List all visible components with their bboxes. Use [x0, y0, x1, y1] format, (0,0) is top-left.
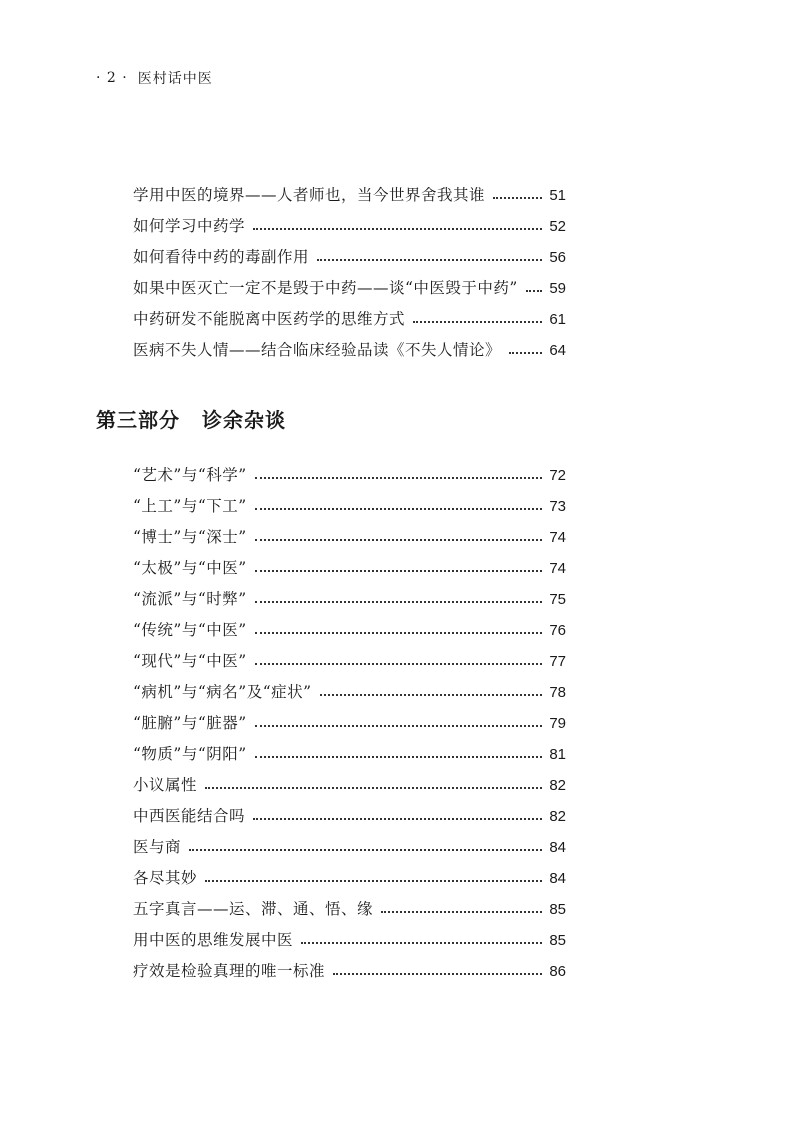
toc-entry[interactable]: [133, 203, 566, 234]
dot-leader: [526, 290, 542, 292]
toc-entry-title: 中药研发不能脱离中医药学的思维方式: [133, 309, 406, 328]
dot-leader: [255, 756, 542, 758]
dot-leader: [255, 601, 542, 603]
dot-leader: [381, 911, 542, 913]
section-part-label: 第三部分: [96, 408, 180, 432]
toc-entry[interactable]: [133, 638, 566, 669]
toc-entry-page: 72: [549, 467, 566, 484]
dot-leader: [301, 942, 542, 944]
toc-entry-title: 如何看待中药的毒副作用: [133, 247, 310, 266]
toc-entry-page: 61: [549, 311, 566, 328]
toc-entry[interactable]: [133, 545, 566, 576]
toc-entry-page: 76: [549, 622, 566, 639]
toc-entry[interactable]: [133, 948, 566, 979]
toc-entry[interactable]: [133, 327, 566, 358]
toc-entry-page: 85: [549, 901, 566, 918]
toc-entry-title: “传统”与“中医”: [133, 620, 247, 639]
toc-entry-title: 医与商: [133, 837, 182, 856]
dot-leader: [205, 880, 542, 882]
toc-entry-page: 75: [549, 591, 566, 608]
dot-leader: [333, 973, 542, 975]
toc-entry-title: “现代”与“中医”: [133, 651, 247, 670]
toc-entry[interactable]: [133, 731, 566, 762]
dot-leader: [317, 259, 542, 261]
toc-entry[interactable]: [133, 452, 566, 483]
toc-entry[interactable]: [133, 917, 566, 948]
toc-entry[interactable]: [133, 824, 566, 855]
toc-entry-page: 81: [549, 746, 566, 763]
section-heading[interactable]: [96, 404, 286, 433]
toc-entry-title: “太极”与“中医”: [133, 558, 247, 577]
toc-entry[interactable]: [133, 700, 566, 731]
toc-entry-title: 小议属性: [133, 775, 198, 794]
dot-leader: [253, 228, 542, 230]
toc-entry-page: 74: [549, 560, 566, 577]
toc-entry[interactable]: [133, 607, 566, 638]
dot-leader: [255, 508, 542, 510]
dot-leader: [189, 849, 542, 851]
dot-leader: [255, 725, 542, 727]
toc-entry[interactable]: [133, 265, 566, 296]
toc-entry-page: 59: [549, 280, 566, 297]
toc-entry-title: “博士”与“深士”: [133, 527, 247, 546]
toc-entry-page: 84: [549, 870, 566, 887]
toc-entry-title: “艺术”与“科学”: [133, 465, 247, 484]
toc-entry[interactable]: [133, 793, 566, 824]
dot-leader: [255, 477, 542, 479]
toc-entry-page: 84: [549, 839, 566, 856]
toc-entry-title: “病机”与“病名”及“症状”: [133, 682, 312, 701]
toc-entry-page: 82: [549, 777, 566, 794]
toc-entry-page: 73: [549, 498, 566, 515]
toc-entry-page: 79: [549, 715, 566, 732]
toc-entry-title: “物质”与“阴阳”: [133, 744, 247, 763]
toc-entry[interactable]: [133, 514, 566, 545]
dot-leader: [413, 321, 542, 323]
toc-entry-title: 中西医能结合吗: [133, 806, 246, 825]
toc-entry-page: 64: [549, 342, 566, 359]
toc-entry-title: 如何学习中药学: [133, 216, 246, 235]
toc-entry[interactable]: [133, 855, 566, 886]
toc-entry[interactable]: [133, 576, 566, 607]
toc-entry-title: 各尽其妙: [133, 868, 198, 887]
dot-leader: [255, 539, 542, 541]
running-header: [96, 68, 213, 88]
dot-leader: [255, 570, 542, 572]
toc-entry-page: 86: [549, 963, 566, 980]
dot-leader: [253, 818, 542, 820]
toc-entry[interactable]: [133, 296, 566, 327]
toc-entry[interactable]: [133, 234, 566, 265]
toc-entry-title: 疗效是检验真理的唯一标准: [133, 961, 326, 980]
toc-entry[interactable]: [133, 886, 566, 917]
dot-leader: [255, 663, 542, 665]
toc-entry[interactable]: [133, 762, 566, 793]
toc-entry-page: 78: [549, 684, 566, 701]
toc-entry-title: 如果中医灭亡一定不是毁于中药——谈“中医毁于中药”: [133, 278, 518, 297]
toc-entry-page: 85: [549, 932, 566, 949]
toc-entry-page: 74: [549, 529, 566, 546]
section-name: 诊余杂谈: [202, 408, 286, 432]
dot-leader: [255, 632, 542, 634]
dot-leader: [205, 787, 542, 789]
toc-entry[interactable]: [133, 483, 566, 514]
toc-entry-title: “上工”与“下工”: [133, 496, 247, 515]
toc-entry-page: 77: [549, 653, 566, 670]
toc-entry-title: “流派”与“时弊”: [133, 589, 247, 608]
dot-leader: [493, 197, 542, 199]
dot-leader: [320, 694, 542, 696]
page-number-marker: · 2 ·: [96, 70, 128, 86]
toc-entry-page: 82: [549, 808, 566, 825]
dot-leader: [509, 352, 542, 354]
toc-entry-page: 51: [549, 187, 566, 204]
toc-entry[interactable]: [133, 172, 566, 203]
toc-entry-page: 52: [549, 218, 566, 235]
toc-entry-title: 医病不失人情——结合临床经验品读《不失人情论》: [133, 340, 502, 359]
toc-entry-title: 学用中医的境界——人者师也，当今世界舍我其谁: [133, 185, 486, 204]
toc-entry-title: 五字真言——运、滞、通、悟、缘: [133, 899, 374, 918]
toc-entry-page: 56: [549, 249, 566, 266]
toc-list-continued: [133, 172, 566, 358]
toc-entry-title: “脏腑”与“脏器”: [133, 713, 247, 732]
toc-list-part-three: [133, 452, 566, 979]
toc-entry[interactable]: [133, 669, 566, 700]
toc-entry-title: 用中医的思维发展中医: [133, 930, 294, 949]
book-title: 医村话中医: [137, 71, 213, 87]
